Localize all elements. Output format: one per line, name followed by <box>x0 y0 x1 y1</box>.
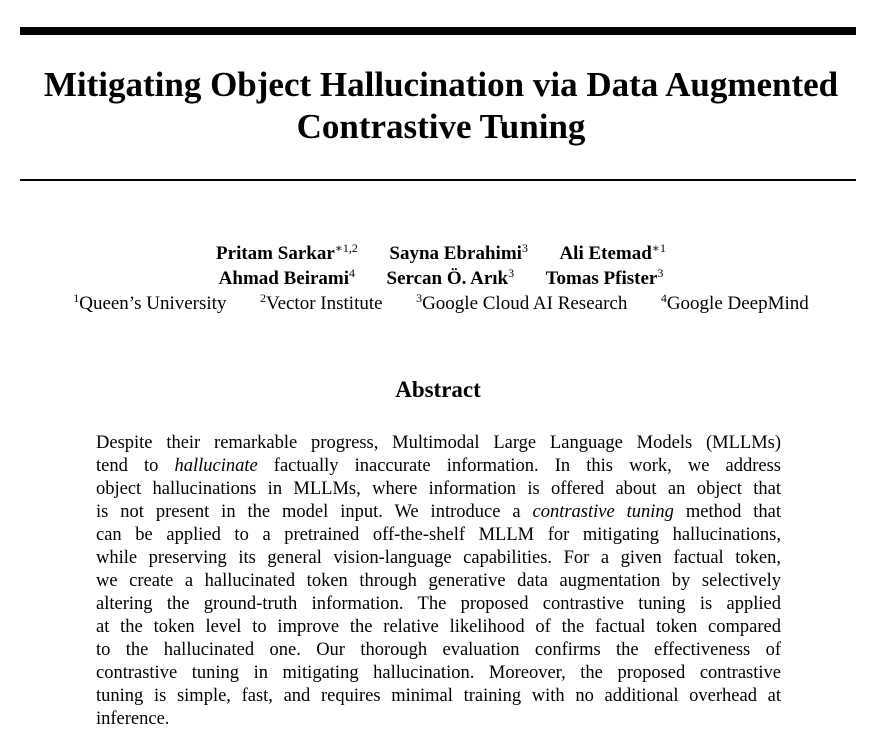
author-block <box>0 241 882 316</box>
abstract-line <box>96 455 781 478</box>
affil-number: 3 <box>416 291 423 305</box>
author-affil-sup: 3 <box>508 266 515 280</box>
author-name: Ahmad Beirami <box>218 268 350 289</box>
paper-title <box>0 64 882 148</box>
author-name: Tomas Pfister <box>545 268 658 289</box>
affil-number: 1 <box>73 291 80 305</box>
abstract-line: contrastive tuning in mitigating hallucination. Moreover, the proposed contrastive <box>96 663 781 683</box>
author-name: Sercan Ö. Arık <box>386 268 509 289</box>
abstract-line: altering the ground-truth information. The proposed contrastive tuning is applied <box>96 594 781 614</box>
abstract-heading: Abstract <box>395 377 481 402</box>
author-affil-sup: ∗1 <box>651 241 666 255</box>
title-line-1: Mitigating Object Hallucination via Data Augmented <box>43 65 839 104</box>
abstract-text: method that <box>673 502 782 522</box>
author-name: Sayna Ebrahimi <box>389 243 522 264</box>
author-affil-sup: 4 <box>349 266 356 280</box>
affil-number: 4 <box>660 291 667 305</box>
author-row-1 <box>0 241 882 266</box>
abstract-line: can be applied to a pretrained off-the-shelf MLLM for mitigating hallucinations, <box>96 525 781 545</box>
abstract-text: is not present in the model input. We introduce a <box>96 502 533 522</box>
abstract-line: at the token level to improve the relative likelihood of the factual token compared <box>96 617 781 637</box>
affiliation: Google DeepMind <box>666 293 809 314</box>
abstract-line: inference. <box>96 709 170 729</box>
abstract-line: object hallucinations in MLLMs, where information is offered about an object that <box>96 479 781 499</box>
title-line-2: Contrastive Tuning <box>296 107 586 146</box>
author-affil-sup: ∗1,2 <box>334 241 358 255</box>
abstract-line: to the hallucinated one. Our thorough evaluation confirms the effectiveness of <box>96 640 781 660</box>
author-name: Pritam Sarkar <box>216 243 335 264</box>
title-bottom-rule <box>20 179 856 181</box>
top-rule <box>20 27 856 35</box>
abstract-line: while preserving its general vision-language capabilities. For a given factual token, <box>96 548 781 568</box>
author-name: Ali Etemad <box>559 243 652 264</box>
affiliation: Vector Institute <box>265 293 383 314</box>
abstract-line: tuning is simple, fast, and requires minimal training with no additional overhead at <box>96 686 781 706</box>
abstract-line: Despite their remarkable progress, Multimodal Large Language Models (MLLMs) <box>96 433 781 453</box>
affiliations-row <box>0 291 882 316</box>
abstract-text: tend to <box>96 456 175 476</box>
abstract-line: we create a hallucinated token through generative data augmentation by selectively <box>96 571 781 591</box>
affil-number: 2 <box>259 291 266 305</box>
abstract-emphasis: hallucinate <box>174 456 258 476</box>
author-row-2 <box>0 266 882 291</box>
abstract-body <box>96 432 781 731</box>
author-affil-sup: 3 <box>521 241 528 255</box>
author-affil-sup: 3 <box>657 266 664 280</box>
abstract-emphasis: contrastive tuning <box>532 502 674 522</box>
affiliation: Queen’s University <box>79 293 227 314</box>
abstract-line <box>96 501 781 524</box>
affiliation: Google Cloud AI Research <box>422 293 628 314</box>
abstract-text: factually inaccurate information. In this work, we address <box>257 456 781 476</box>
